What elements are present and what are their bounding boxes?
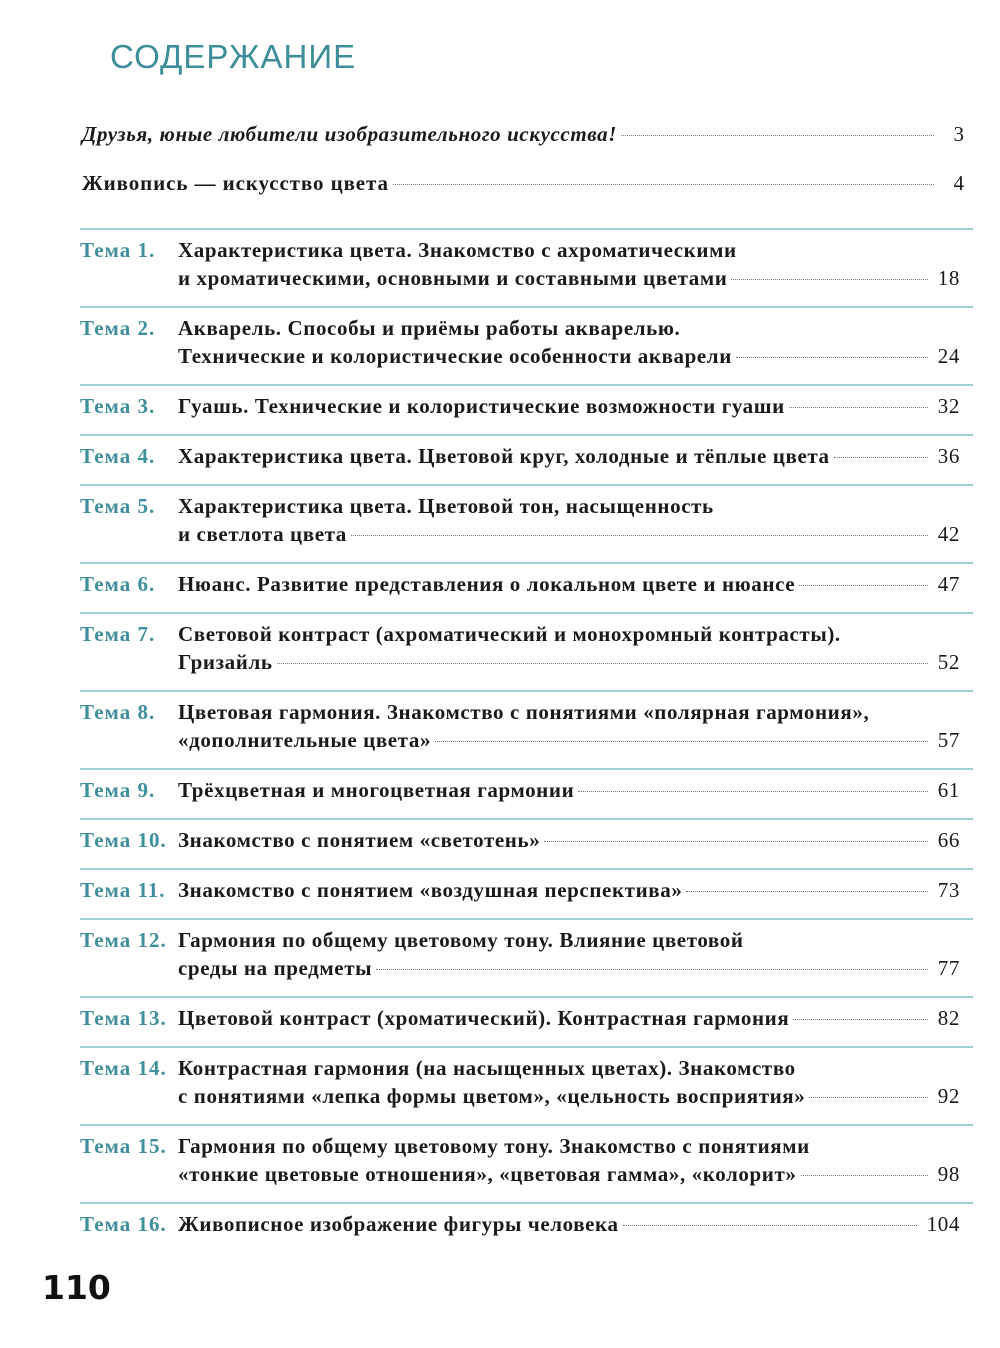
toc-page-ref: 18 (937, 266, 960, 290)
toc-page-ref: 77 (937, 956, 960, 980)
toc-page-ref: 104 (926, 1212, 960, 1236)
toc-page-ref: 42 (937, 522, 960, 546)
topic-title-last-line (178, 442, 960, 470)
topic-title (178, 570, 960, 604)
dot-leader (799, 585, 928, 586)
toc-entry (80, 820, 973, 868)
toc-page-ref: 24 (937, 344, 960, 368)
toc-entry (80, 486, 973, 562)
toc-entry (80, 308, 973, 384)
toc-entry (80, 436, 973, 484)
topic-title-line: Характеристика цвета. Цветовой круг, холодные и тёплые цвета (178, 444, 830, 468)
dot-leader (351, 535, 928, 536)
dot-leader (731, 279, 927, 280)
toc-entry (80, 1204, 973, 1252)
topic-title-line: Гризайль (178, 650, 273, 674)
topic-label: Тема 1. (80, 238, 156, 262)
toc-page-ref: 61 (937, 778, 960, 802)
topic-title-line: Живописное изображение фигуры человека (178, 1212, 619, 1236)
table-of-contents (80, 228, 973, 1252)
toc-page-ref: 98 (937, 1162, 960, 1186)
topic-title (178, 392, 960, 426)
topic-title-line: Характеристика цвета. Цветовой тон, насыщенность (178, 494, 714, 518)
topic-title-last-line (178, 1004, 960, 1032)
topic-title-line: Технические и колористические особенности акварели (178, 344, 732, 368)
topic-label: Тема 2. (80, 316, 156, 340)
topic-title-line: Цветовая гармония. Знакомство с понятиями «полярная гармония», (178, 700, 870, 724)
topic-label: Тема 5. (80, 494, 156, 518)
topic-title-line: Трёхцветная и многоцветная гармонии (178, 778, 575, 802)
topic-title-line: и светлота цвета (178, 522, 347, 546)
topic-label: Тема 13. (80, 1006, 167, 1030)
topic-title (178, 926, 960, 988)
topic-title-last-line (178, 954, 960, 982)
toc-page-ref: 3 (953, 122, 964, 146)
dot-leader (435, 741, 928, 742)
dot-leader (623, 1225, 917, 1226)
topic-title-line: Нюанс. Развитие представления о локальном цвете и нюансе (178, 572, 796, 596)
dot-leader (789, 407, 928, 408)
toc-page-ref: 52 (937, 650, 960, 674)
topic-title-last-line (178, 392, 960, 420)
toc-intro-painting (82, 171, 964, 201)
toc-page-ref: 32 (937, 394, 960, 418)
topic-label: Тема 12. (80, 928, 167, 952)
toc-entry (80, 1126, 973, 1202)
topic-title-line: Знакомство с понятием «воздушная перспектива» (178, 878, 683, 902)
toc-intro-text: Живопись — искусство цвета (82, 171, 389, 195)
dot-leader (809, 1097, 927, 1098)
topic-title (178, 1054, 960, 1116)
toc-page-ref: 92 (937, 1084, 960, 1108)
toc-page-ref: 57 (937, 728, 960, 752)
topic-title (178, 698, 960, 760)
toc-entry (80, 230, 973, 306)
topic-title-last-line (178, 876, 960, 904)
toc-page-ref: 66 (937, 828, 960, 852)
topic-title (178, 776, 960, 810)
page-number: 110 (42, 1268, 111, 1307)
topic-title (178, 620, 960, 682)
topic-title (178, 1004, 960, 1038)
toc-entry (80, 386, 973, 434)
topic-title-last-line (178, 776, 960, 804)
topic-title-line: Знакомство с понятием «светотень» (178, 828, 541, 852)
dot-leader (834, 457, 928, 458)
topic-title (178, 826, 960, 860)
topic-title-last-line (178, 570, 960, 598)
topic-label: Тема 4. (80, 444, 156, 468)
toc-page-ref: 82 (937, 1006, 960, 1030)
dot-leader (801, 1175, 928, 1176)
dot-leader (277, 663, 928, 664)
dot-leader (376, 969, 928, 970)
toc-entry (80, 770, 973, 818)
topic-label: Тема 3. (80, 394, 156, 418)
topic-title-line: «дополнительные цвета» (178, 728, 432, 752)
topic-title-line: среды на предметы (178, 956, 373, 980)
toc-page-ref: 73 (937, 878, 960, 902)
toc-page-ref: 4 (953, 171, 964, 195)
topic-title-last-line (178, 826, 960, 854)
topic-title-last-line (178, 342, 960, 370)
toc-page-ref: 47 (937, 572, 960, 596)
topic-title-last-line (178, 520, 960, 548)
topic-title (178, 314, 960, 376)
dot-leader (686, 891, 927, 892)
topic-title-line: Световой контраст (ахроматический и монохромный контрасты). (178, 622, 841, 646)
topic-title-line: Гармония по общему цветовому тону. Влияние цветовой (178, 928, 744, 952)
topic-title (178, 1210, 960, 1244)
topic-title-last-line (178, 264, 960, 292)
toc-entry (80, 1048, 973, 1124)
topic-label: Тема 9. (80, 778, 156, 802)
topic-label: Тема 16. (80, 1212, 167, 1236)
topic-title-line: Гармония по общему цветовому тону. Знакомство с понятиями (178, 1134, 810, 1158)
toc-entry (80, 870, 973, 918)
toc-intro-greeting (82, 122, 964, 152)
topic-label: Тема 14. (80, 1056, 167, 1080)
topic-title (178, 492, 960, 554)
toc-entry (80, 998, 973, 1046)
dot-leader (393, 184, 934, 185)
topic-label: Тема 11. (80, 878, 166, 902)
dot-leader (621, 135, 934, 136)
topic-title (178, 876, 960, 910)
topic-label: Тема 7. (80, 622, 156, 646)
toc-page-ref: 36 (937, 444, 960, 468)
topic-title-line: и хроматическими, основными и составными цветами (178, 266, 728, 290)
topic-title (178, 442, 960, 476)
topic-title-line: Контрастная гармония (на насыщенных цветах). Знакомство (178, 1056, 796, 1080)
toc-entry (80, 614, 973, 690)
dot-leader (793, 1019, 927, 1020)
dot-leader (544, 841, 927, 842)
topic-title-last-line (178, 726, 960, 754)
topic-title-line: Гуашь. Технические и колористические возможности гуаши (178, 394, 785, 418)
dot-leader (578, 791, 928, 792)
toc-intro-text: Друзья, юные любители изобразительного искусства! (82, 122, 617, 146)
topic-title-line: Характеристика цвета. Знакомство с ахроматическими (178, 238, 737, 262)
topic-label: Тема 6. (80, 572, 156, 596)
topic-title-line: с понятиями «лепка формы цветом», «цельность восприятия» (178, 1084, 806, 1108)
topic-label: Тема 10. (80, 828, 167, 852)
toc-entry (80, 692, 973, 768)
topic-title-last-line (178, 1160, 960, 1188)
topic-title-last-line (178, 1082, 960, 1110)
topic-title-last-line (178, 1210, 960, 1238)
topic-title (178, 236, 960, 298)
topic-label: Тема 15. (80, 1134, 167, 1158)
topic-label: Тема 8. (80, 700, 156, 724)
topic-title-last-line (178, 648, 960, 676)
dot-leader (736, 357, 928, 358)
topic-title-line: Цветовой контраст (хроматический). Контрастная гармония (178, 1006, 790, 1030)
topic-title-line: Акварель. Способы и приёмы работы акварелью. (178, 316, 681, 340)
topic-title-line: «тонкие цветовые отношения», «цветовая гамма», «колорит» (178, 1162, 797, 1186)
topic-title (178, 1132, 960, 1194)
toc-entry (80, 920, 973, 996)
toc-entry (80, 564, 973, 612)
page-title: СОДЕРЖАНИЕ (110, 38, 357, 75)
